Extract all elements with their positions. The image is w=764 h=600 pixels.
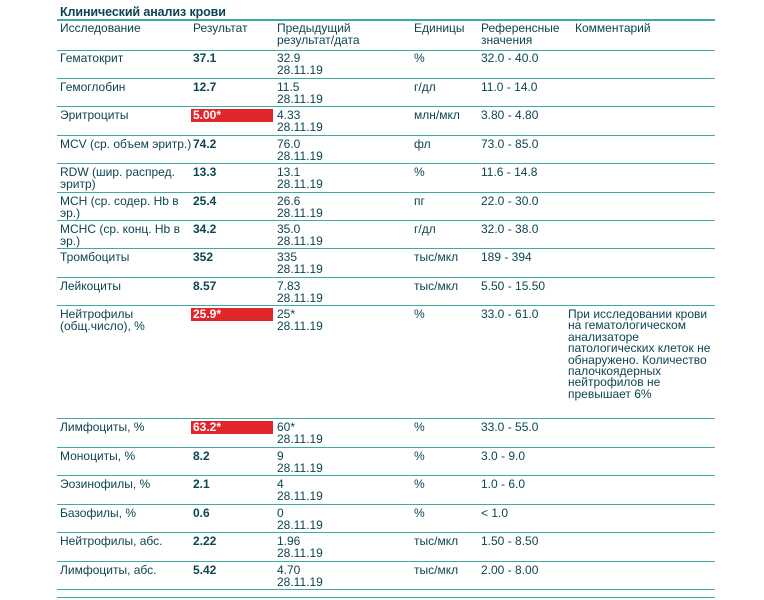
test-name: MCHC (ср. конц. Hb в эр.) <box>60 222 180 248</box>
reference-range: 73.0 - 85.0 <box>481 137 539 151</box>
reference-range: 32.0 - 40.0 <box>481 51 539 65</box>
result-cell <box>191 479 273 491</box>
bottom-divider <box>57 597 715 598</box>
report-title: Клинический анализ крови <box>60 5 226 19</box>
reference-range: 3.0 - 9.0 <box>481 449 526 463</box>
previous-date: 28.11.19 <box>277 205 323 220</box>
table-row <box>57 249 715 278</box>
table-row <box>57 306 715 419</box>
previous-result-cell <box>277 422 409 445</box>
result-cell <box>191 53 273 65</box>
table-row <box>57 448 715 476</box>
previous-value: 4.70 <box>277 563 301 577</box>
previous-value: 4.33 <box>277 108 301 122</box>
result-cell <box>191 309 273 321</box>
units: % <box>414 506 425 520</box>
units: % <box>414 477 425 491</box>
table-row <box>57 419 715 448</box>
comment: При исследовании крови на гематологическом анализаторе патологических клеток не обнаружено. Количество палочкоядерных нейтрофилов не превышает 6% <box>568 307 711 401</box>
result-value: 8.57 <box>193 279 217 293</box>
previous-date: 28.11.19 <box>277 517 323 532</box>
previous-date: 28.11.19 <box>277 318 323 333</box>
previous-date: 28.11.19 <box>277 431 323 446</box>
previous-result-cell <box>277 508 409 531</box>
reference-range: 3.80 - 4.80 <box>481 108 539 122</box>
result-value: 0.6 <box>193 506 210 520</box>
previous-value: 9 <box>277 449 284 463</box>
previous-date: 28.11.19 <box>277 148 323 163</box>
result-value: 352 <box>193 250 214 264</box>
test-name: Эозинофилы, % <box>60 477 151 491</box>
previous-date: 28.11.19 <box>277 119 323 134</box>
previous-result-cell <box>277 451 409 474</box>
units: г/дл <box>414 80 436 94</box>
result-cell <box>191 139 273 151</box>
previous-date: 28.11.19 <box>277 460 323 475</box>
test-name: Гемоглобин <box>60 80 126 94</box>
test-name: Лимфоциты, абс. <box>60 563 157 577</box>
previous-value: 1.96 <box>277 534 301 548</box>
previous-date: 28.11.19 <box>277 290 323 305</box>
previous-value: 7.83 <box>277 279 301 293</box>
previous-value: 76.0 <box>277 137 301 151</box>
test-name: Нейтрофилы, абс. <box>60 534 163 548</box>
table-row <box>57 505 715 533</box>
previous-date: 28.11.19 <box>277 488 323 503</box>
test-name: Эритроциты <box>60 108 129 122</box>
previous-value: 335 <box>277 250 298 264</box>
result-value: 13.3 <box>193 165 217 179</box>
result-cell <box>191 167 273 179</box>
table-row <box>57 193 715 221</box>
table-row <box>57 107 715 136</box>
units: г/дл <box>414 222 436 236</box>
previous-result-cell <box>277 479 409 502</box>
units: % <box>414 165 425 179</box>
flagged-result-value: 63.2* <box>191 421 273 434</box>
units: % <box>414 307 425 321</box>
units: % <box>414 420 425 434</box>
result-value: 37.1 <box>193 51 217 65</box>
test-name: Лимфоциты, % <box>60 420 145 434</box>
reference-range: 22.0 - 30.0 <box>481 194 539 208</box>
previous-result-cell <box>277 281 409 304</box>
test-name: Базофилы, % <box>60 506 136 520</box>
test-name: RDW (шир. распред. эритр) <box>60 165 175 191</box>
previous-date: 28.11.19 <box>277 233 323 248</box>
table-row <box>57 136 715 164</box>
result-value: 34.2 <box>193 222 217 236</box>
table-row <box>57 221 715 249</box>
result-cell <box>191 451 273 463</box>
previous-result-cell <box>277 309 409 332</box>
result-cell <box>191 508 273 520</box>
result-cell <box>191 82 273 94</box>
units: % <box>414 449 425 463</box>
result-value: 12.7 <box>193 80 217 94</box>
previous-result-cell <box>277 536 409 559</box>
previous-result-cell <box>277 196 409 219</box>
previous-value: 26.6 <box>277 194 301 208</box>
test-name: MCH (ср. содер. Hb в эр.) <box>60 194 179 220</box>
previous-date: 28.11.19 <box>277 261 323 276</box>
reference-range: 33.0 - 61.0 <box>481 307 539 321</box>
previous-value: 0 <box>277 506 284 520</box>
lab-report <box>57 0 715 600</box>
result-value: 74.2 <box>193 137 217 151</box>
previous-date: 28.11.19 <box>277 62 323 77</box>
previous-result-cell <box>277 252 409 275</box>
units: пг <box>414 194 425 208</box>
table-body <box>57 50 715 590</box>
previous-date: 28.11.19 <box>277 545 323 560</box>
previous-value: 32.9 <box>277 51 301 65</box>
result-value: 2.1 <box>193 477 210 491</box>
previous-result-cell <box>277 224 409 247</box>
reference-range: 2.00 - 8.00 <box>481 563 539 577</box>
table-row <box>57 476 715 505</box>
table-row <box>57 164 715 193</box>
result-cell <box>191 281 273 293</box>
test-name: Тромбоциты <box>60 250 130 264</box>
result-cell <box>191 536 273 548</box>
previous-value: 11.5 <box>277 80 300 94</box>
test-name: Гематокрит <box>60 51 124 65</box>
previous-value: 35.0 <box>277 222 301 236</box>
previous-date: 28.11.19 <box>277 574 323 589</box>
test-name: MCV (ср. объем эритр.) <box>60 137 192 151</box>
previous-date: 28.11.19 <box>277 91 323 106</box>
table-row <box>57 562 715 590</box>
flagged-result-value: 5.00* <box>191 109 273 122</box>
result-cell <box>191 110 273 122</box>
result-cell <box>191 252 273 264</box>
table-row <box>57 278 715 306</box>
result-cell <box>191 565 273 577</box>
result-value: 5.42 <box>193 563 217 577</box>
previous-value: 13.1 <box>277 165 301 179</box>
units: тыс/мкл <box>414 250 459 264</box>
reference-range: 11.6 - 14.8 <box>481 165 538 179</box>
previous-result-cell <box>277 53 409 76</box>
header-test: Исследование <box>60 21 141 35</box>
reference-range: 1.0 - 6.0 <box>481 477 526 491</box>
units: фл <box>414 137 431 151</box>
result-cell <box>191 196 273 208</box>
result-value: 2.22 <box>193 534 217 548</box>
table-row <box>57 533 715 562</box>
header-comment: Комментарий <box>575 21 651 35</box>
result-value: 8.2 <box>193 449 210 463</box>
reference-range: 5.50 - 15.50 <box>481 279 546 293</box>
table-header <box>57 21 715 51</box>
reference-range: 32.0 - 38.0 <box>481 222 539 236</box>
flagged-result-value: 25.9* <box>191 308 273 321</box>
test-name: Лейкоциты <box>60 279 122 293</box>
units: тыс/мкл <box>414 563 459 577</box>
table-row <box>57 79 715 107</box>
previous-result-cell <box>277 110 409 133</box>
previous-result-cell <box>277 167 409 190</box>
test-name: Моноциты, % <box>60 449 136 463</box>
header-result: Результат <box>193 21 248 35</box>
previous-value: 4 <box>277 477 284 491</box>
previous-result-cell <box>277 82 409 105</box>
result-cell <box>191 224 273 236</box>
header-previous: Предыдущий результат/дата <box>277 21 360 47</box>
reference-range: 189 - 394 <box>481 250 532 264</box>
units: % <box>414 51 425 65</box>
previous-date: 28.11.19 <box>277 176 323 191</box>
units: тыс/мкл <box>414 534 459 548</box>
reference-range: 1.50 - 8.50 <box>481 534 539 548</box>
result-cell <box>191 422 273 434</box>
result-value: 25.4 <box>193 194 217 208</box>
header-reference: Референсные значения <box>481 21 560 47</box>
units: тыс/мкл <box>414 279 459 293</box>
header-units: Единицы <box>414 21 465 35</box>
table-row <box>57 50 715 79</box>
reference-range: 33.0 - 55.0 <box>481 420 539 434</box>
units: млн/мкл <box>414 108 460 122</box>
reference-range: 11.0 - 14.0 <box>481 80 538 94</box>
test-name: Нейтрофилы (общ.число), % <box>60 307 145 333</box>
previous-result-cell <box>277 565 409 588</box>
reference-range: < 1.0 <box>481 506 509 520</box>
previous-result-cell <box>277 139 409 162</box>
previous-value: 60* <box>277 420 296 434</box>
previous-value: 25* <box>277 307 296 321</box>
